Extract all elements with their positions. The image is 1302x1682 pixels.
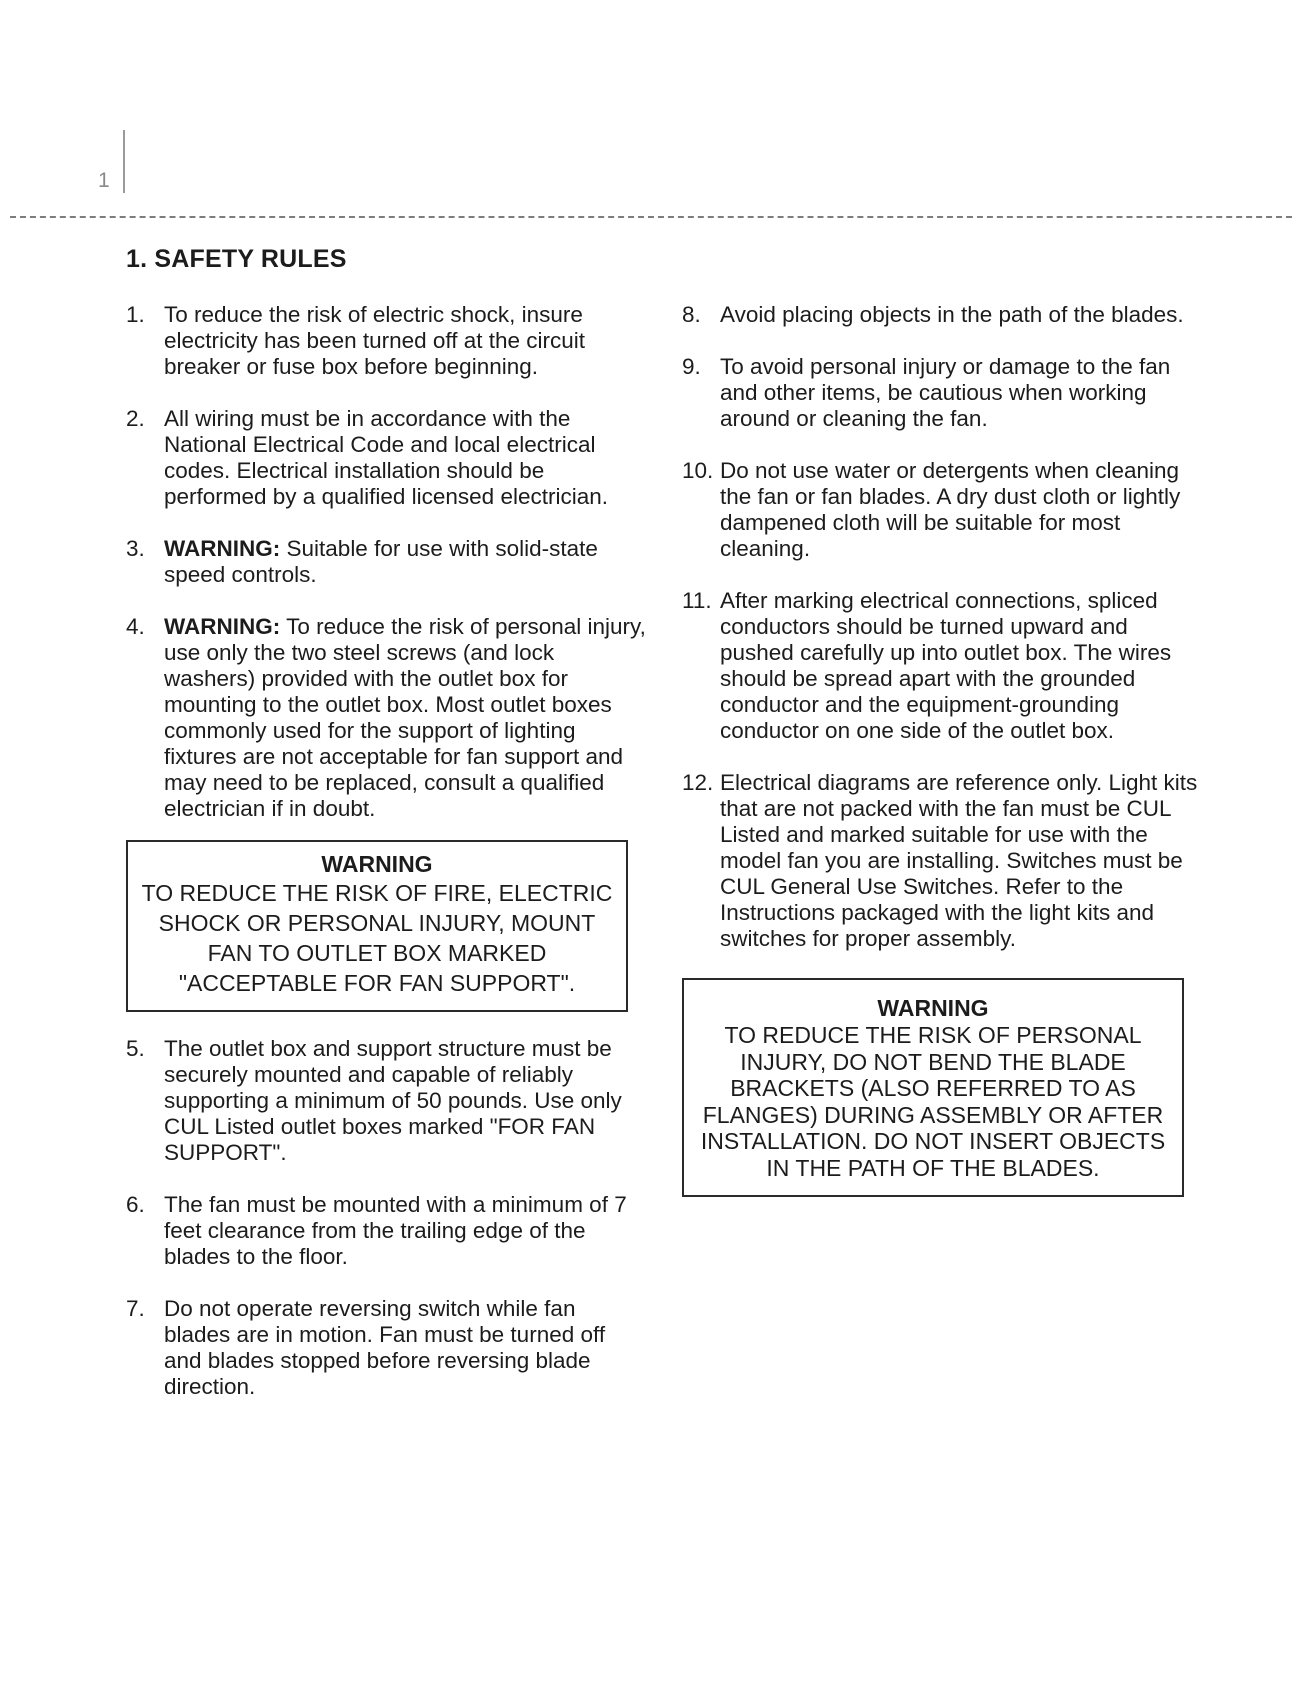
rule-number: 12. (682, 770, 714, 795)
rule-text: Avoid placing objects in the path of the blades. (720, 302, 1184, 327)
rule-number: 11. (682, 588, 712, 613)
rule-number: 8. (682, 302, 701, 327)
rule-text: To reduce the risk of personal injury, use only the two steel screws (and lock washers) provided with the outlet box for mounting to the outlet box. Most outlet boxes commonly used for the support of lighting fixtures are not acceptable for fan support and may need to be replaced, consult a qualified electrician if in doubt. (164, 614, 646, 821)
rule-item-7 (126, 1296, 646, 1400)
rule-text: To reduce the risk of electric shock, insure electricity has been turned off at the circuit breaker or fuse box before beginning. (164, 302, 586, 379)
warning-box-body: TO REDUCE THE RISK OF PERSONAL INJURY, DO NOT BEND THE BLADE BRACKETS (ALSO REFERRED TO AS FLANGES) DURING ASSEMBLY OR AFTER INSTALLATION. DO NOT INSERT OBJECTS IN THE PATH OF THE BLADES. (700, 1022, 1166, 1181)
rule-item-9 (682, 354, 1202, 432)
rule-number: 2. (126, 406, 145, 431)
rule-item-8 (682, 302, 1202, 328)
rule-number: 4. (126, 614, 145, 639)
rule-number: 5. (126, 1036, 145, 1061)
rule-item-3 (126, 536, 646, 588)
rule-text: All wiring must be in accordance with the National Electrical Code and local electrical codes. Electrical installation should be performed by a qualified licensed electrician. (164, 406, 608, 509)
rule-item-1 (126, 302, 646, 380)
rule-text: Suitable for use with solid-state speed controls. (164, 536, 598, 587)
warning-box-fan-support (126, 840, 628, 1012)
rule-warning-label: WARNING: (164, 536, 281, 561)
rule-text: The outlet box and support structure must be securely mounted and capable of reliably supporting a minimum of 50 pounds. Use only CUL Listed outlet boxes marked "FOR FAN SUPPORT". (164, 1036, 622, 1165)
rule-item-11 (682, 588, 1202, 744)
right-column (682, 302, 1202, 1197)
rule-number: 3. (126, 536, 145, 561)
rule-item-6 (126, 1192, 646, 1270)
rule-warning-label: WARNING: (164, 614, 281, 639)
rule-text: To avoid personal injury or damage to the fan and other items, be cautious when working around or cleaning the fan. (720, 354, 1171, 431)
rule-item-2 (126, 406, 646, 510)
header-vertical-rule (123, 130, 125, 193)
section-title: 1. SAFETY RULES (126, 245, 347, 273)
rule-number: 9. (682, 354, 701, 379)
warning-box-title: WARNING (321, 851, 433, 877)
left-column (126, 302, 646, 1426)
warning-box-title: WARNING (877, 995, 989, 1021)
rule-text: Electrical diagrams are reference only. Light kits that are not packed with the fan must be CUL Listed and marked suitable for use with the model fan you are installing. Switches must be CUL General Use Switches. Refer to the Instructions packaged with the light kits and switches for proper assembly. (720, 770, 1198, 951)
rule-number: 6. (126, 1192, 145, 1217)
rule-number: 1. (126, 302, 145, 327)
rule-item-12 (682, 770, 1202, 952)
rule-item-10 (682, 458, 1202, 562)
rule-text: Do not operate reversing switch while fan blades are in motion. Fan must be turned off and blades stopped before reversing blade direction. (164, 1296, 606, 1399)
warning-box-body: TO REDUCE THE RISK OF FIRE, ELECTRIC SHOCK OR PERSONAL INJURY, MOUNT FAN TO OUTLET BOX MARKED "ACCEPTABLE FOR FAN SUPPORT". (141, 880, 613, 996)
rule-text: After marking electrical connections, spliced conductors should be turned upward and pushed carefully up into outlet box. The wires should be spread apart with the grounded conductor and the equipment-grounding conductor on one side of the outlet box. (720, 588, 1172, 743)
rule-item-4 (126, 614, 646, 822)
rule-number: 7. (126, 1296, 145, 1321)
rule-item-5 (126, 1036, 646, 1166)
rule-number: 10. (682, 458, 714, 483)
page-number: 1 (98, 169, 110, 192)
rule-text: Do not use water or detergents when cleaning the fan or fan blades. A dry dust cloth or lightly dampened cloth will be suitable for most cleaning. (720, 458, 1181, 561)
dashed-divider (10, 216, 1292, 218)
warning-box-blade-brackets (682, 978, 1184, 1197)
rule-text: The fan must be mounted with a minimum of 7 feet clearance from the trailing edge of the blades to the floor. (164, 1192, 627, 1269)
